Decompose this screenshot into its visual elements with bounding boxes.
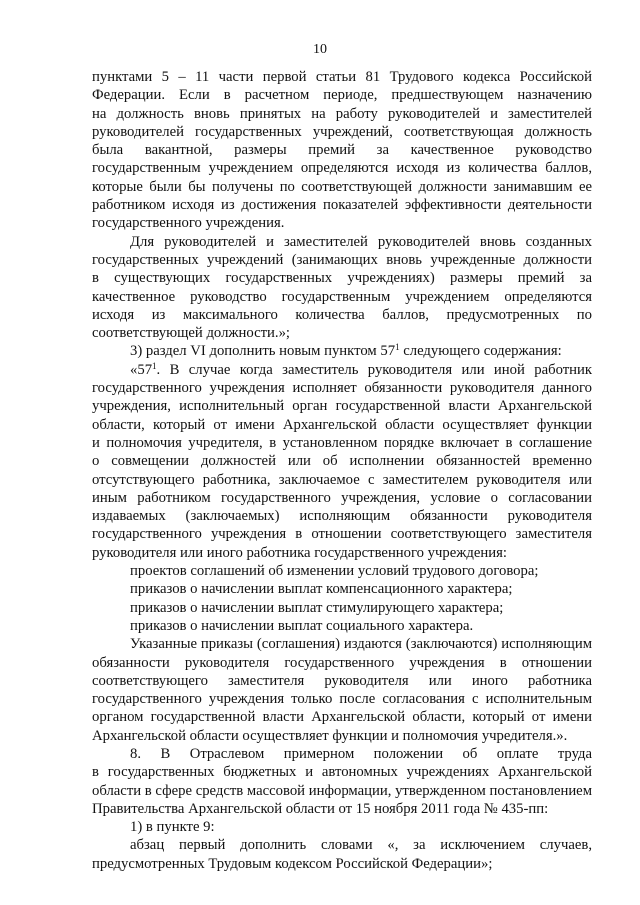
text-line: соответствующего заместителя руководителя или иного работника <box>92 672 592 689</box>
text-line: обязанности руководителя государственного учреждения в отношении <box>92 654 592 671</box>
text-line: учреждения, исполнительный орган государственной власти Архангельской <box>92 398 592 415</box>
text-line: Указанные приказы (соглашения) издаются (заключаются) исполняющим <box>130 636 592 653</box>
text-line: государственного учреждения только после согласования с исполнительным <box>92 691 592 708</box>
document-body <box>92 68 592 873</box>
text-line: приказов о начислении выплат социального характера. <box>130 617 474 634</box>
text-line: руководителей государственных учреждений, соответствующая должность <box>92 123 592 140</box>
page-number: 10 <box>313 42 327 57</box>
paragraph <box>92 635 592 745</box>
text-line: Архангельской области осуществляет функции и полномочия учредителя.». <box>92 727 568 744</box>
text-line: государственного учреждения исполняет обязанности руководителя данного <box>92 380 592 397</box>
text-line: на должность вновь принятых на работу руководителей и заместителей <box>92 105 592 122</box>
paragraph <box>92 745 592 818</box>
text-line: 1) в пункте 9: <box>130 819 215 836</box>
text-line: приказов о начислении выплат стимулирующего характера; <box>130 599 504 616</box>
text-line: государственного учреждения. <box>92 215 285 232</box>
text-line: в существующих государственных учреждениях) размеры премий за <box>92 270 592 287</box>
text-line: исходя из максимального количества баллов, предусмотренных по <box>92 306 592 323</box>
paragraph <box>92 562 592 580</box>
text-line: иным работником государственного учреждения, условие о согласовании <box>92 489 592 506</box>
text-line: руководителя или иного работника государственного учреждения: <box>92 544 507 561</box>
text-line: области, который от имени Архангельской области осуществляет функции <box>92 416 592 433</box>
text-line: государственным учреждением определяются исходя из количества баллов, <box>92 160 592 177</box>
text-line: качественное руководство государственным учреждением определяются <box>92 288 592 305</box>
paragraph <box>92 361 592 562</box>
paragraph <box>92 342 592 360</box>
paragraph <box>92 617 592 635</box>
text-line: приказов о начислении выплат компенсационного характера; <box>130 581 513 598</box>
text-line: в государственных бюджетных и автономных учреждениях Архангельской <box>92 764 592 781</box>
text-line: области в сфере средств массовой информации, утвержденном постановлением <box>92 782 592 799</box>
text-line: соответствующей должности.»; <box>92 325 291 342</box>
text-line: была вакантной, размеры премий за качественное руководство <box>92 142 592 159</box>
text-line: государственных учреждений (занимающих вновь учрежденные должности <box>92 251 592 268</box>
text-line: о совмещении должностей или об исполнении обязанностей временно <box>92 453 592 470</box>
paragraph <box>92 599 592 617</box>
text-line: органом государственной власти Архангельской области, который от имени <box>92 709 592 726</box>
text-line: 3) раздел VI дополнить новым пунктом $57^1$ следующего содержания: <box>130 342 562 360</box>
text-line: отсутствующего работника, заключаемое с заместителем руководителя или <box>92 471 592 488</box>
text-line: «$57^1$. В случае когда заместитель руководителя или иной работник <box>130 360 592 378</box>
text-line: предусмотренных Трудовым кодексом Российской Федерации»; <box>92 855 493 872</box>
text-line: и полномочия учредителя, в установленном порядке включает в соглашение <box>92 434 592 451</box>
paragraph <box>92 580 592 598</box>
paragraph <box>92 233 592 343</box>
text-line: 8. В Отраслевом примерном положении об оплате труда <box>130 745 592 762</box>
text-line: работником исходя из достижения показателей эффективности деятельности <box>92 197 592 214</box>
text-line: пунктами 5 – 11 части первой статьи 81 Трудового кодекса Российской <box>92 69 592 85</box>
text-line: которые были бы получены по соответствующей должности занимавшим ее <box>92 178 592 195</box>
text-line: государственного учреждения в отношении соответствующего заместителя <box>92 526 592 543</box>
text-line: Правительства Архангельской области от 15 ноября 2011 года № 435-пп: <box>92 800 549 817</box>
text-line: издаваемых (заключаемых) исполняющим обязанности руководителя <box>92 508 592 525</box>
text-line: абзац первый дополнить словами «, за исключением случаев, <box>130 837 592 854</box>
paragraph <box>92 68 592 233</box>
text-line: Для руководителей и заместителей руководителей вновь созданных <box>130 233 592 250</box>
text-line: проектов соглашений об изменении условий трудового договора; <box>130 563 539 580</box>
paragraph <box>92 818 592 836</box>
paragraph <box>92 836 592 873</box>
text-line: Федерации. Если в расчетном периоде, предшествующем назначению <box>92 87 592 104</box>
